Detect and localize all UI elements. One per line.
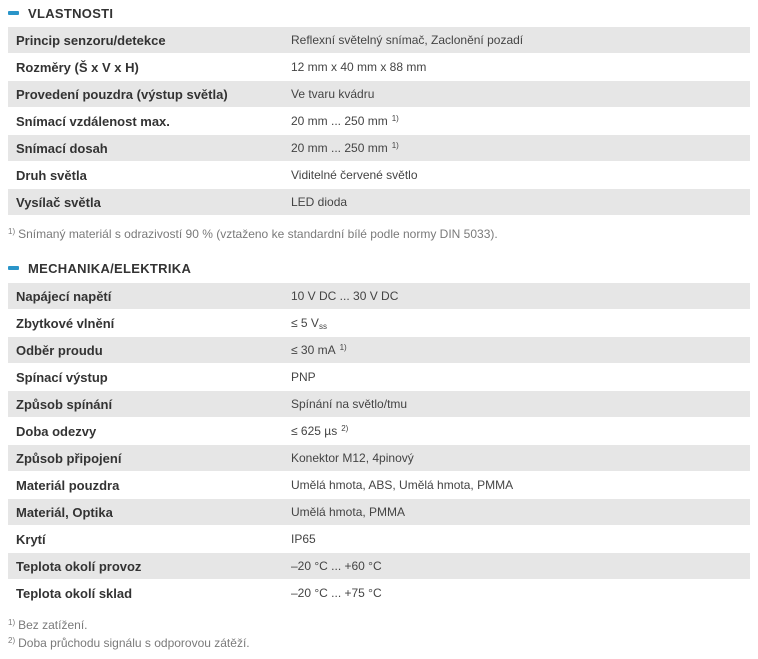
footnote-text: Doba průchodu signálu s odporovou zátěží. — [18, 636, 250, 650]
spec-label: Rozměry (Š x V x H) — [8, 54, 283, 81]
table-row — [8, 364, 750, 391]
table-row — [8, 283, 750, 310]
spec-label: Teplota okolí sklad — [8, 580, 283, 607]
spec-value-text: Umělá hmota, PMMA — [291, 505, 406, 519]
table-row — [8, 472, 750, 499]
footnote-number: 2) — [8, 636, 16, 645]
table-row — [8, 580, 750, 607]
spec-value-text: Ve tvaru kvádru — [291, 87, 375, 101]
spec-label: Napájecí napětí — [8, 283, 283, 310]
spec-value — [283, 189, 750, 216]
spec-label: Způsob připojení — [8, 445, 283, 472]
footnote — [8, 227, 498, 241]
table-row — [8, 135, 750, 162]
spec-label: Teplota okolí provoz — [8, 553, 283, 580]
spec-label: Vysílač světla — [8, 189, 283, 216]
table-row — [8, 499, 750, 526]
table-row — [8, 81, 750, 108]
footnote-text: Bez zatížení. — [18, 618, 88, 632]
spec-label: Odběr proudu — [8, 337, 283, 364]
spec-label: Materiál pouzdra — [8, 472, 283, 499]
table-row — [8, 445, 750, 472]
section-header-mechanika — [8, 258, 191, 278]
spec-value-text: Spínání na světlo/tmu — [291, 397, 408, 411]
spec-value-text: ≤ 5 V — [291, 315, 319, 330]
spec-label: Zbytkové vlnění — [8, 310, 283, 337]
table-row — [8, 418, 750, 445]
spec-label: Snímací vzdálenost max. — [8, 108, 283, 135]
spec-label: Snímací dosah — [8, 135, 283, 162]
spec-value — [283, 391, 750, 418]
footnote-number: 1) — [8, 618, 16, 627]
section-title: VLASTNOSTI — [28, 5, 114, 21]
spec-value — [283, 526, 750, 553]
table-row — [8, 553, 750, 580]
spec-value-text: PNP — [291, 370, 316, 384]
spec-value — [283, 337, 750, 364]
section-marker-icon — [8, 11, 19, 15]
footnote-reference: 2) — [341, 424, 349, 433]
spec-label: Spínací výstup — [8, 364, 283, 391]
spec-label: Krytí — [8, 526, 283, 553]
spec-value-text: ≤ 625 µs — [291, 424, 338, 438]
spec-value — [283, 553, 750, 580]
footnote-reference: 1) — [391, 114, 399, 123]
table-row — [8, 526, 750, 553]
spec-value — [283, 108, 750, 135]
footnote-number: 1) — [8, 227, 16, 236]
spec-table-vlastnosti — [8, 27, 750, 216]
section-header-vlastnosti — [8, 3, 113, 23]
footnote — [8, 618, 88, 632]
spec-value — [283, 135, 750, 162]
table-row — [8, 54, 750, 81]
table-row — [8, 27, 750, 54]
spec-table-mechanika — [8, 283, 750, 607]
section-marker-icon — [8, 266, 19, 270]
spec-label: Druh světla — [8, 162, 283, 189]
spec-value-text: –20 °C ... +75 °C — [291, 586, 382, 600]
spec-value-text: Umělá hmota, ABS, Umělá hmota, PMMA — [291, 478, 514, 492]
spec-value-text: Viditelné červené světlo — [291, 168, 418, 182]
spec-value — [283, 580, 750, 607]
spec-value-text: Reflexní světelný snímač, Zaclonění pozadí — [291, 33, 524, 47]
table-row — [8, 162, 750, 189]
table-row — [8, 108, 750, 135]
spec-value — [283, 162, 750, 189]
unit-subscript: ss — [318, 321, 327, 331]
spec-value-text: Konektor M12, 4pinový — [291, 451, 414, 465]
spec-value — [283, 54, 750, 81]
table-row — [8, 310, 750, 337]
footnote-reference: 1) — [339, 343, 347, 352]
section-title: MECHANIKA/ELEKTRIKA — [28, 260, 192, 276]
spec-label: Způsob spínání — [8, 391, 283, 418]
footnote — [8, 636, 250, 650]
spec-value-text: 12 mm x 40 mm x 88 mm — [291, 60, 427, 74]
spec-label: Doba odezvy — [8, 418, 283, 445]
table-row — [8, 189, 750, 216]
spec-value — [283, 310, 750, 337]
spec-value — [283, 472, 750, 499]
spec-value — [283, 418, 750, 445]
spec-value-text: 20 mm ... 250 mm — [291, 141, 388, 155]
spec-value-text: LED dioda — [291, 195, 348, 209]
spec-value-text: 10 V DC ... 30 V DC — [291, 289, 399, 303]
table-row — [8, 337, 750, 364]
footnote-text: Snímaný materiál s odrazivostí 90 % (vztaženo ke standardní bílé podle normy DIN 5033). — [18, 227, 498, 241]
spec-label: Provedení pouzdra (výstup světla) — [8, 81, 283, 108]
spec-value-text: –20 °C ... +60 °C — [291, 559, 382, 573]
table-row — [8, 391, 750, 418]
spec-value — [283, 445, 750, 472]
spec-value-text: IP65 — [291, 532, 316, 546]
spec-label: Materiál, Optika — [8, 499, 283, 526]
spec-value — [283, 283, 750, 310]
spec-value — [283, 499, 750, 526]
spec-value — [283, 364, 750, 391]
spec-value — [283, 81, 750, 108]
spec-value — [283, 27, 750, 54]
footnote-reference: 1) — [391, 141, 399, 150]
spec-value-text: 20 mm ... 250 mm — [291, 114, 388, 128]
spec-value-text: ≤ 30 mA — [291, 343, 336, 357]
spec-label: Princip senzoru/detekce — [8, 27, 283, 54]
